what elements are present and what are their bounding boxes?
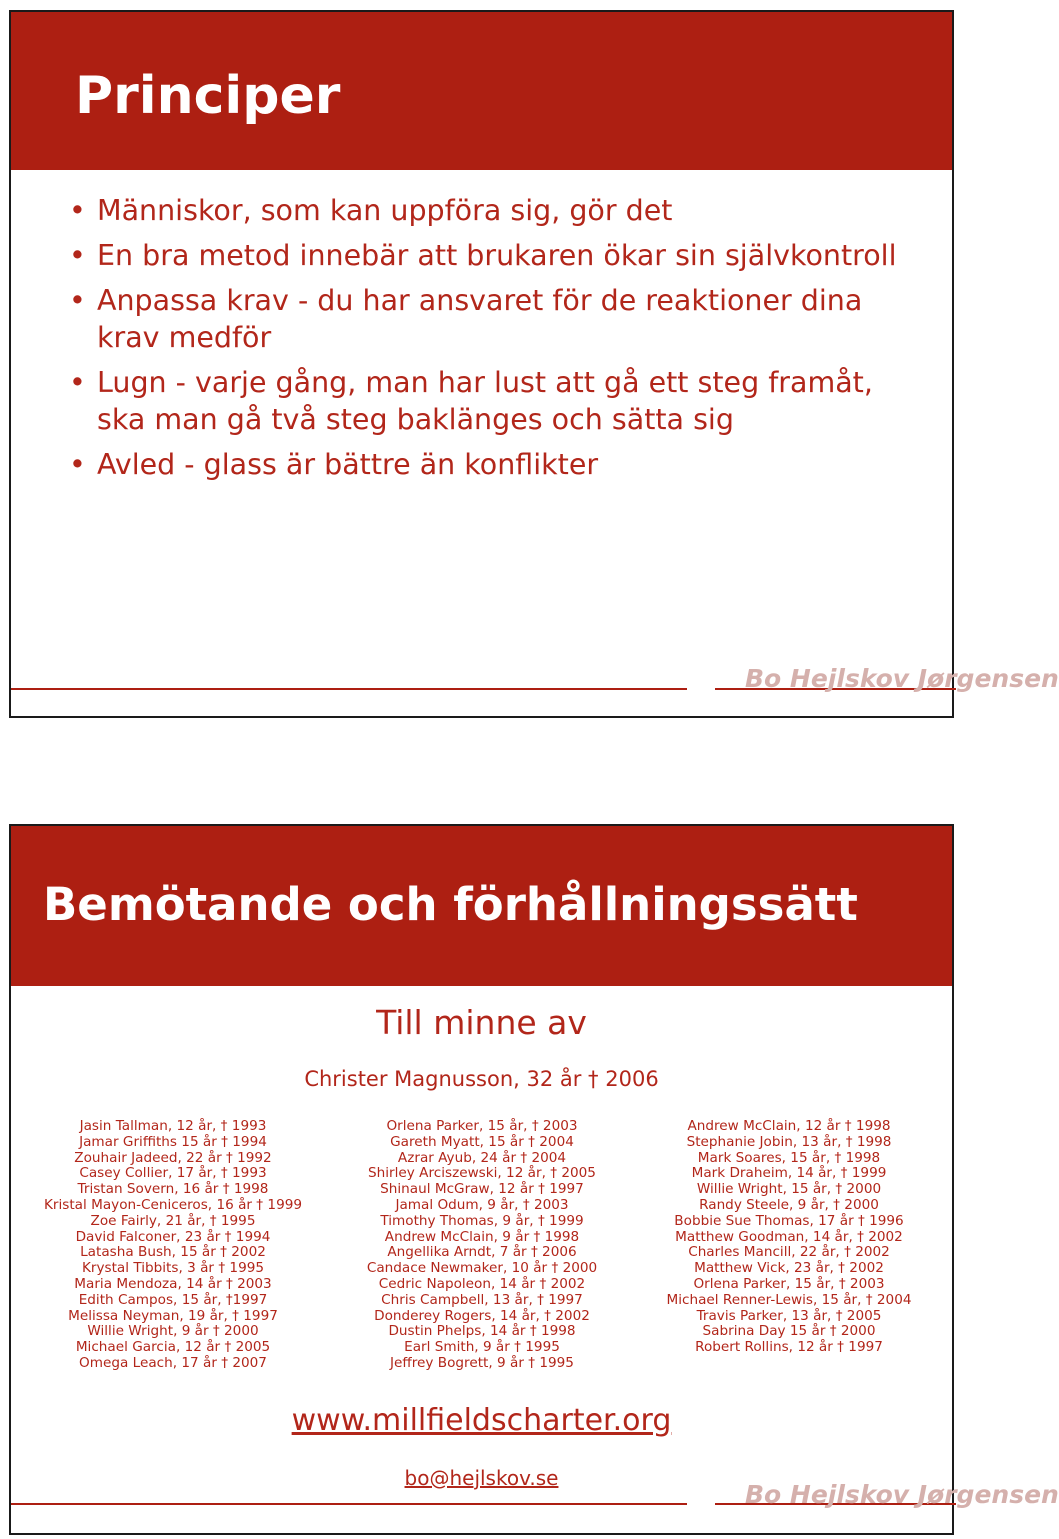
bullet-text: Anpassa krav - du har ansvaret för de reaktioner dina krav medför	[97, 284, 863, 354]
list-item: Willie Wright, 9 år † 2000	[87, 1323, 259, 1340]
bullet-item	[69, 282, 919, 356]
bullet-text: Avled - glass är bättre än konflikter	[97, 448, 599, 481]
list-item: Dustin Phelps, 14 år † 1998	[388, 1323, 576, 1340]
list-item: Zouhair Jadeed, 22 år † 1992	[74, 1149, 272, 1166]
list-item: David Falconer, 23 år † 1994	[75, 1228, 271, 1245]
list-item: Matthew Vick, 23 år, † 2002	[694, 1260, 884, 1277]
slide-title: Principer	[75, 66, 341, 126]
memorial-heading: Till minne av	[376, 1003, 587, 1042]
list-item: Cedric Napoleon, 14 år † 2002	[378, 1275, 586, 1292]
list-item: Latasha Bush, 15 år † 2002	[80, 1244, 266, 1261]
list-item: Stephanie Jobin, 13 år, † 1998	[686, 1133, 892, 1150]
list-item: Bobbie Sue Thomas, 17 år † 1996	[674, 1212, 904, 1229]
list-item: Timothy Thomas, 9 år, † 1999	[380, 1212, 584, 1229]
name-column-2	[332, 1119, 632, 1372]
list-item: Azrar Ayub, 24 år † 2004	[397, 1149, 567, 1166]
list-item: Charles Mancill, 22 år, † 2002	[688, 1244, 890, 1261]
list-item: Michael Renner-Lewis, 15 år, † 2004	[666, 1291, 912, 1308]
list-item: Andrew McClain, 12 år † 1998	[687, 1118, 891, 1134]
bullet-item	[69, 364, 919, 438]
list-item: Krystal Tibbits, 3 år † 1995	[81, 1260, 265, 1277]
list-item: Jamar Griffiths 15 år † 1994	[79, 1133, 267, 1150]
list-item: Shirley Arciszewski, 12 år, † 2005	[368, 1165, 596, 1182]
list-item: Gareth Myatt, 15 år † 2004	[390, 1133, 574, 1150]
slide-principer	[9, 10, 1059, 718]
list-item: Jeffrey Bogrett, 9 år † 1995	[390, 1354, 574, 1371]
name-column-3	[639, 1119, 939, 1356]
footer-rule	[11, 1503, 687, 1505]
bullet-dot-icon: •	[69, 448, 86, 481]
author-watermark: Bo Hejlskov Jørgensen	[745, 1480, 1059, 1509]
memorial-subheading: Christer Magnusson, 32 år † 2006	[304, 1067, 659, 1091]
bullet-text: Lugn - varje gång, man har lust att gå ett steg framåt, ska man gå två steg baklänges och sätta sig	[97, 366, 873, 436]
list-item: Jamal Odum, 9 år, † 2003	[395, 1196, 569, 1213]
list-item: Casey Collier, 17 år, † 1993	[79, 1165, 267, 1182]
website-link[interactable]: www.millfieldscharter.org	[291, 1403, 672, 1438]
list-item: Edith Campos, 15 år, †1997	[78, 1291, 268, 1308]
list-item: Mark Soares, 15 år, † 1998	[697, 1149, 881, 1166]
email-link[interactable]: bo@hejlskov.se	[404, 1466, 559, 1490]
list-item: Chris Campbell, 13 år, † 1997	[381, 1291, 583, 1308]
list-item: Melissa Neyman, 19 år, † 1997	[68, 1307, 278, 1324]
title-banner	[11, 12, 952, 170]
list-item: Matthew Goodman, 14 år, † 2002	[675, 1228, 903, 1245]
list-item: Michael Garcia, 12 år † 2005	[75, 1339, 271, 1356]
list-item: Mark Draheim, 14 år, † 1999	[691, 1165, 887, 1182]
title-banner	[11, 826, 952, 986]
bullet-item	[69, 237, 919, 274]
bullet-list	[69, 192, 919, 491]
list-item: Kristal Mayon-Ceniceros, 16 år † 1999	[43, 1196, 303, 1213]
list-item: Maria Mendoza, 14 år † 2003	[74, 1275, 272, 1292]
slide-title: Bemötande och förhållningssätt	[43, 878, 858, 931]
list-item: Omega Leach, 17 år † 2007	[79, 1354, 267, 1371]
list-item: Shinaul McGraw, 12 år † 1997	[380, 1181, 584, 1198]
bullet-item	[69, 192, 919, 229]
list-item: Angellika Arndt, 7 år † 2006	[387, 1244, 577, 1261]
list-item: Zoe Fairly, 21 år, † 1995	[90, 1212, 256, 1229]
list-item: Orlena Parker, 15 år, † 2003	[386, 1118, 578, 1134]
list-item: Randy Steele, 9 år, † 2000	[699, 1196, 879, 1213]
list-item: Tristan Sovern, 16 år † 1998	[77, 1181, 269, 1198]
author-watermark: Bo Hejlskov Jørgensen	[745, 664, 1059, 693]
list-item: Robert Rollins, 12 år † 1997	[695, 1339, 883, 1356]
list-item: Candace Newmaker, 10 år † 2000	[366, 1260, 598, 1277]
bullet-dot-icon: •	[69, 194, 86, 227]
footer-rule	[11, 688, 687, 690]
name-column-1	[23, 1119, 323, 1372]
bullet-text: En bra metod innebär att brukaren ökar sin självkontroll	[97, 239, 897, 272]
bullet-dot-icon: •	[69, 239, 86, 272]
list-item: Andrew McClain, 9 år † 1998	[384, 1228, 580, 1245]
list-item: Earl Smith, 9 år † 1995	[404, 1339, 560, 1356]
list-item: Orlena Parker, 15 år, † 2003	[693, 1275, 885, 1292]
list-item: Willie Wright, 15 år, † 2000	[696, 1181, 882, 1198]
bullet-dot-icon: •	[69, 284, 86, 317]
list-item: Travis Parker, 13 år, † 2005	[696, 1307, 882, 1324]
list-item: Donderey Rogers, 14 år, † 2002	[374, 1307, 590, 1324]
bullet-item	[69, 446, 919, 483]
list-item: Jasin Tallman, 12 år, † 1993	[79, 1118, 267, 1134]
slide-bemotande	[9, 824, 1059, 1535]
bullet-text: Människor, som kan uppföra sig, gör det	[97, 194, 673, 227]
bullet-dot-icon: •	[69, 366, 86, 399]
list-item: Sabrina Day 15 år † 2000	[702, 1323, 876, 1340]
